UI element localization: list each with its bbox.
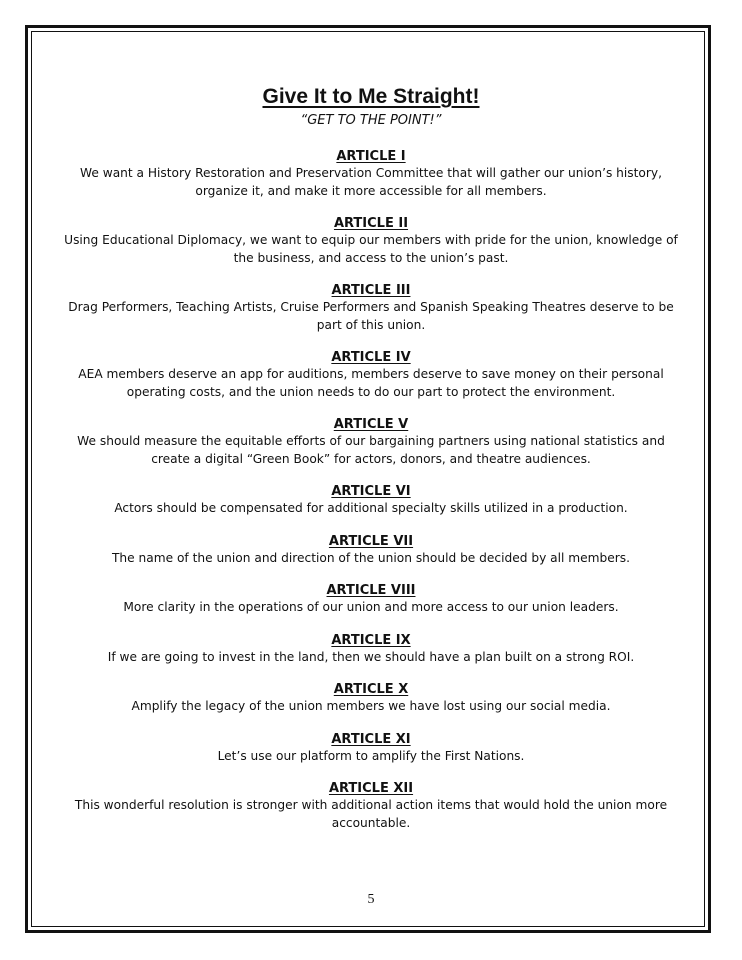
article-text: If we are going to invest in the land, then we should have a plan built on a strong ROI. [107,649,635,664]
article-10 [60,681,682,716]
article-heading: ARTICLE II [333,216,409,231]
article-text: We want a History Restoration and Preservation Committee that will gather our union’s history, organize it, and make it more accessible for all members. [80,166,662,198]
article-8 [60,582,682,617]
document-body [60,82,682,847]
page-number: 5 [367,892,375,907]
article-heading: ARTICLE III [331,283,411,298]
article-heading: ARTICLE VII [328,533,414,549]
article-11 [60,731,682,766]
article-heading: ARTICLE IV [331,350,411,365]
article-6 [60,483,682,518]
article-7 [60,533,682,568]
document-subtitle: “GET TO THE POINT!” [300,113,442,128]
article-text: This wonderful resolution is stronger with additional action items that would hold the union more accountable. [74,798,668,830]
article-text: Using Educational Diplomacy, we want to equip our members with pride for the union, knowledge of the business, and access to the union’s past. [64,233,678,265]
article-text: Drag Performers, Teaching Artists, Cruise Performers and Spanish Speaking Theatres deserve to be part of this union. [68,300,674,332]
article-text: Actors should be compensated for additional specialty skills utilized in a production. [114,501,628,515]
article-heading: ARTICLE VI [331,484,411,499]
article-text: Let’s use our platform to amplify the First Nations. [217,748,525,763]
article-3 [60,282,682,334]
article-text: Amplify the legacy of the union members we have lost using our social media. [131,699,611,713]
article-heading: ARTICLE XII [328,781,414,796]
article-text: More clarity in the operations of our union and more access to our union leaders. [123,600,619,614]
article-text: The name of the union and direction of the union should be decided by all members. [111,550,630,565]
article-heading: ARTICLE V [333,417,409,432]
article-5 [60,416,682,468]
article-heading: ARTICLE X [333,682,409,697]
article-heading: ARTICLE XI [331,731,411,747]
article-heading: ARTICLE VIII [326,583,416,598]
article-text: AEA members deserve an app for auditions, members deserve to save money on their personal operating costs, and the union needs to do our part to protect the environment. [78,367,664,399]
article-heading: ARTICLE IX [331,632,411,648]
article-4 [60,349,682,401]
article-2 [60,215,682,267]
article-text: We should measure the equitable efforts of our bargaining partners using national statistics and create a digital “Green Book” for actors, donors, and theatre audiences. [77,434,665,466]
article-12 [60,780,682,832]
article-1 [60,148,682,200]
document-title: Give It to Me Straight! [262,85,480,108]
article-heading: ARTICLE I [336,149,406,164]
article-9 [60,632,682,667]
